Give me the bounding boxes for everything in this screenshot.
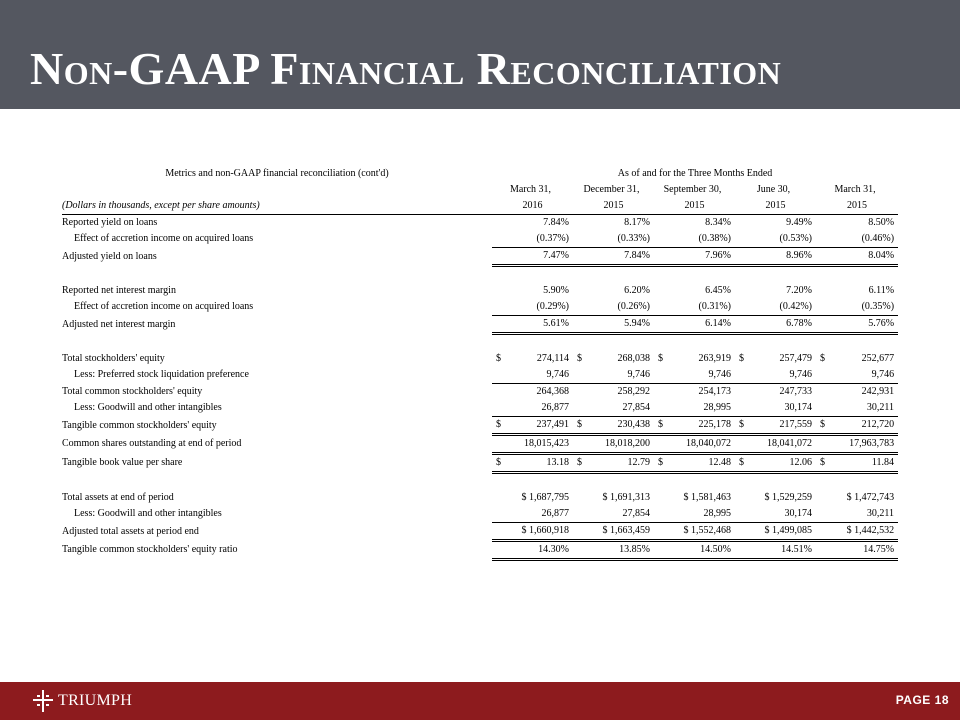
row-value: 5.90% xyxy=(543,285,569,296)
row-value: 6.11% xyxy=(868,285,895,296)
row-value: 8.96% xyxy=(735,248,816,266)
col-header-1-line1: March 31, xyxy=(509,184,552,195)
spacer-row xyxy=(62,334,898,352)
col-header-4-line2: 2015 xyxy=(735,198,816,215)
table-row xyxy=(62,490,898,506)
value-text: 225,178 xyxy=(698,419,731,430)
row-value: 247,733 xyxy=(779,386,812,397)
value-text: 212,720 xyxy=(861,419,895,430)
row-value: (0.26%) xyxy=(573,299,654,316)
row-label: Adjusted yield on loans xyxy=(62,250,157,262)
table-row xyxy=(62,283,898,299)
row-value: 18,015,423 xyxy=(492,435,573,454)
row-value xyxy=(816,351,898,367)
row-value: (0.38%) xyxy=(654,231,735,248)
value-text: 12.79 xyxy=(627,457,650,468)
row-value: 26,877 xyxy=(492,506,573,523)
row-value: $ 1,499,085 xyxy=(735,523,816,541)
reconciliation-table xyxy=(62,166,898,561)
row-value: 27,854 xyxy=(573,400,654,417)
col-header-5-line1: March 31, xyxy=(834,184,876,195)
table-header-row-1 xyxy=(62,166,898,182)
row-label: Tangible book value per share xyxy=(62,457,183,468)
row-value: 14.51% xyxy=(735,541,816,560)
reconciliation-table-container xyxy=(62,166,898,561)
row-value: (0.31%) xyxy=(654,299,735,316)
table-row xyxy=(62,248,898,266)
value-text: 252,677 xyxy=(861,353,895,364)
row-value: 264,368 xyxy=(536,386,569,397)
page-title: Non-GAAP Financial Reconciliation xyxy=(30,43,782,94)
row-value: $ 1,529,259 xyxy=(764,492,812,503)
row-value: 254,173 xyxy=(698,386,731,397)
row-label: Effect of accretion income on acquired loans xyxy=(74,301,254,313)
table-row xyxy=(62,541,898,560)
col-header-2-line1: December 31, xyxy=(583,184,640,195)
row-value xyxy=(492,454,573,473)
title-banner xyxy=(0,0,960,109)
col-header-3-line1: September 30, xyxy=(663,184,722,195)
table-header-row-3 xyxy=(62,198,898,215)
row-value: 30,174 xyxy=(735,400,816,417)
triumph-logo xyxy=(33,688,132,714)
currency-symbol: $ xyxy=(820,419,825,430)
row-label: Total assets at end of period xyxy=(62,492,174,503)
value-text: 13.18 xyxy=(546,457,569,468)
row-value: $ 1,472,743 xyxy=(846,492,895,503)
value-text: 263,919 xyxy=(698,353,731,364)
currency-symbol: $ xyxy=(820,353,825,364)
row-value: 5.61% xyxy=(492,316,573,334)
table-row xyxy=(62,506,898,523)
row-value: $ 1,581,463 xyxy=(683,492,731,503)
currency-symbol: $ xyxy=(496,419,501,430)
row-value: $ 1,442,532 xyxy=(816,523,898,541)
row-label: Total stockholders' equity xyxy=(62,353,165,364)
row-value xyxy=(492,351,573,367)
row-label: Tangible common stockholders' equity ratio xyxy=(62,544,238,555)
row-value: 14.30% xyxy=(492,541,573,560)
row-value: (0.46%) xyxy=(816,231,898,248)
row-value xyxy=(735,454,816,473)
value-text: 274,114 xyxy=(536,353,569,364)
row-value: (0.35%) xyxy=(816,299,898,316)
row-value: 30,211 xyxy=(816,506,898,523)
currency-symbol: $ xyxy=(577,353,582,364)
row-value: 242,931 xyxy=(861,386,895,397)
col-header-3-line2: 2015 xyxy=(654,198,735,215)
row-label: Total common stockholders' equity xyxy=(62,385,203,397)
row-label: Tangible common stockholders' equity xyxy=(62,419,217,431)
row-value: (0.37%) xyxy=(492,231,573,248)
row-value: $ 1,663,459 xyxy=(573,523,654,541)
logo-text: TRIUMPH xyxy=(58,692,133,709)
currency-symbol: $ xyxy=(658,353,663,364)
cross-logo-icon xyxy=(33,690,53,712)
value-text: 12.48 xyxy=(708,457,731,468)
currency-symbol: $ xyxy=(496,457,501,468)
table-header-row-2 xyxy=(62,182,898,198)
row-value: 6.45% xyxy=(705,285,731,296)
row-value: 8.34% xyxy=(705,217,731,228)
row-value: 6.14% xyxy=(654,316,735,334)
row-value xyxy=(816,454,898,473)
row-value: $ 1,660,918 xyxy=(492,523,573,541)
row-value: 6.78% xyxy=(735,316,816,334)
row-value: $ 1,687,795 xyxy=(521,492,569,503)
currency-symbol: $ xyxy=(658,457,663,468)
row-value: 9,746 xyxy=(654,367,735,384)
currency-symbol: $ xyxy=(496,353,501,364)
spacer-row xyxy=(62,266,898,284)
row-label: Adjusted total assets at period end xyxy=(62,525,199,537)
row-value xyxy=(735,351,816,367)
value-text: 230,438 xyxy=(617,419,650,430)
row-value: $ 1,552,468 xyxy=(654,523,735,541)
row-value xyxy=(735,417,816,435)
value-text: 11.84 xyxy=(871,457,895,468)
row-value: (0.29%) xyxy=(492,299,573,316)
col-header-1-line2: 2016 xyxy=(492,198,573,215)
row-value: 7.96% xyxy=(654,248,735,266)
row-value: 8.50% xyxy=(868,217,895,228)
row-label: Less: Preferred stock liquidation preference xyxy=(74,369,249,381)
units-note: (Dollars in thousands, except per share amounts) xyxy=(62,198,492,215)
spacer-row xyxy=(62,473,898,491)
row-value xyxy=(573,454,654,473)
row-value: 30,174 xyxy=(735,506,816,523)
table-row xyxy=(62,417,898,435)
row-value: 9,746 xyxy=(573,367,654,384)
row-value xyxy=(492,417,573,435)
table-row xyxy=(62,367,898,384)
row-value: (0.33%) xyxy=(573,231,654,248)
row-value xyxy=(654,351,735,367)
row-value: 9.49% xyxy=(786,217,812,228)
table-row xyxy=(62,299,898,316)
footer-bar xyxy=(0,682,960,720)
row-value xyxy=(816,417,898,435)
row-value: 7.20% xyxy=(786,285,812,296)
row-value: 26,877 xyxy=(492,400,573,417)
row-value: 7.84% xyxy=(573,248,654,266)
table-row xyxy=(62,454,898,473)
row-value: 9,746 xyxy=(735,367,816,384)
value-text: 268,038 xyxy=(617,353,650,364)
row-value: 7.84% xyxy=(543,217,569,228)
row-value: 28,995 xyxy=(654,506,735,523)
row-value xyxy=(573,417,654,435)
table-caption: Metrics and non-GAAP financial reconciliation (cont'd) xyxy=(165,168,389,179)
currency-symbol: $ xyxy=(577,457,582,468)
table-row xyxy=(62,215,898,232)
row-label: Adjusted net interest margin xyxy=(62,318,176,330)
currency-symbol: $ xyxy=(739,353,744,364)
table-row xyxy=(62,231,898,248)
period-header: As of and for the Three Months Ended xyxy=(617,168,773,179)
row-value: (0.53%) xyxy=(735,231,816,248)
row-value: 8.17% xyxy=(624,217,650,228)
table-row xyxy=(62,435,898,454)
currency-symbol: $ xyxy=(820,457,825,468)
row-label: Reported net interest margin xyxy=(62,285,176,296)
row-value: 8.04% xyxy=(816,248,898,266)
row-value: 9,746 xyxy=(816,367,898,384)
row-value: 9,746 xyxy=(492,367,573,384)
row-value: (0.42%) xyxy=(735,299,816,316)
row-label: Common shares outstanding at end of period xyxy=(62,438,242,449)
value-text: 12.06 xyxy=(789,457,812,468)
row-value: 7.47% xyxy=(492,248,573,266)
col-header-5-line2: 2015 xyxy=(816,198,898,215)
row-value: 28,995 xyxy=(654,400,735,417)
row-label: Less: Goodwill and other intangibles xyxy=(74,508,222,520)
value-text: 217,559 xyxy=(779,419,812,430)
table-row xyxy=(62,523,898,541)
page-number: PAGE 18 xyxy=(895,693,949,707)
row-value: 13.85% xyxy=(573,541,654,560)
value-text: 237,491 xyxy=(536,419,569,430)
row-value: 18,041,072 xyxy=(735,435,816,454)
row-value: 14.75% xyxy=(816,541,898,560)
row-value: 18,018,200 xyxy=(573,435,654,454)
row-value xyxy=(654,417,735,435)
row-label: Effect of accretion income on acquired loans xyxy=(74,233,254,245)
currency-symbol: $ xyxy=(658,419,663,430)
row-label: Reported yield on loans xyxy=(62,217,158,228)
value-text: 257,479 xyxy=(779,353,812,364)
row-value: 5.94% xyxy=(573,316,654,334)
row-value: 5.76% xyxy=(816,316,898,334)
row-value: 14.50% xyxy=(654,541,735,560)
col-header-2-line2: 2015 xyxy=(573,198,654,215)
row-value: 258,292 xyxy=(617,386,650,397)
table-row xyxy=(62,351,898,367)
row-value: 27,854 xyxy=(573,506,654,523)
currency-symbol: $ xyxy=(739,419,744,430)
row-label: Less: Goodwill and other intangibles xyxy=(74,402,222,414)
row-value xyxy=(654,454,735,473)
table-row xyxy=(62,400,898,417)
row-value: 30,211 xyxy=(816,400,898,417)
col-header-4-line1: June 30, xyxy=(756,184,791,195)
currency-symbol: $ xyxy=(739,457,744,468)
row-value: $ 1,691,313 xyxy=(602,492,650,503)
table-row xyxy=(62,384,898,401)
row-value xyxy=(573,351,654,367)
table-row xyxy=(62,316,898,334)
row-value: 17,963,783 xyxy=(816,435,898,454)
currency-symbol: $ xyxy=(577,419,582,430)
row-value: 6.20% xyxy=(624,285,650,296)
row-value: 18,040,072 xyxy=(654,435,735,454)
